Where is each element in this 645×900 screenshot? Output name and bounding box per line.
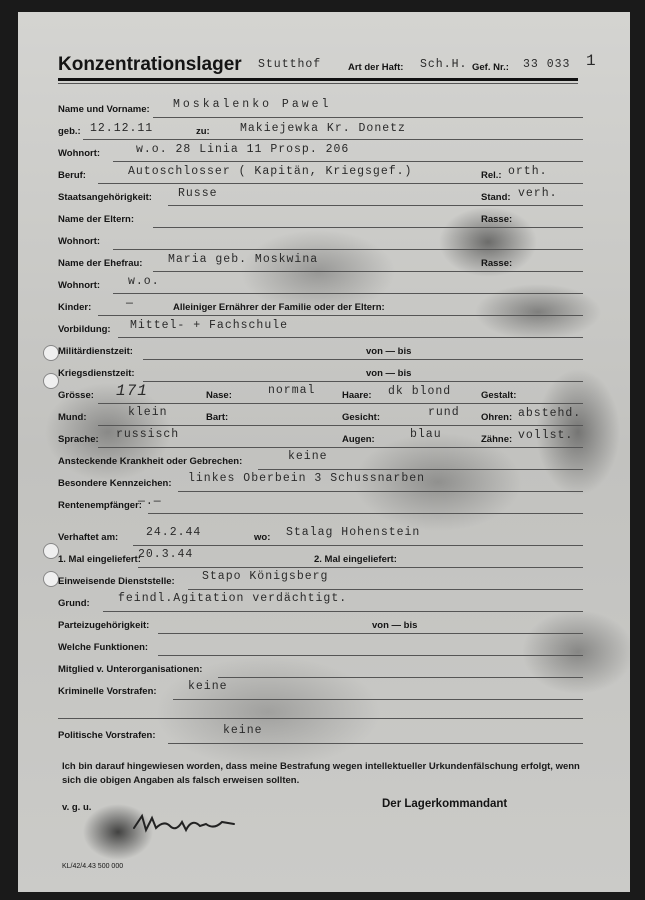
line [58,718,583,719]
wohnort-label: Wohnort: [58,148,101,159]
wo-value: Stalag Hohenstein [286,526,421,539]
sprache-value: russisch [116,428,180,441]
ehefrau-label: Name der Ehefrau: [58,258,143,269]
von-bis-3: von — bis [372,620,418,631]
vorbildung-value: Mittel- + Fachschule [130,319,289,332]
record-card [18,12,630,892]
gesicht-value: rund [428,406,460,419]
sprache-label: Sprache: [58,434,99,445]
name-value: Moskalenko Pawel [173,98,332,111]
header-rule [58,78,578,81]
kommandant-label: Der Lagerkommandant [382,798,508,810]
mal1-value: 20.3.44 [138,548,194,561]
stand-label: Stand: [481,192,511,203]
verhaftet-value: 24.2.44 [146,526,202,539]
kinder-label: Kinder: [58,302,92,313]
line [153,271,583,272]
groesse-value: 171 [116,382,148,400]
militaer-label: Militärdienstzeit: [58,346,133,357]
stand-value: verh. [518,187,558,200]
krankheit-value: keine [288,450,328,463]
funktionen-label: Welche Funktionen: [58,642,149,653]
zaehne-label: Zähne: [481,434,513,445]
staat-value: Russe [178,187,218,200]
mal2-label: 2. Mal eingeliefert: [314,554,397,565]
mitglied-label: Mitglied v. Unterorganisationen: [58,664,203,675]
line [143,359,583,360]
ehefrau-value: Maria geb. Moskwina [168,253,319,266]
camp-name: Stutthof [258,58,322,71]
rente-value: —.— [138,495,162,508]
grund-label: Grund: [58,598,90,609]
beruf-value: Autoschlosser ( Kapitän, Kriegsgef.) [128,165,413,178]
vgu-label: v. g. u. [62,802,92,813]
von-bis-2: von — bis [366,368,412,379]
dienststelle-value: Stapo Königsberg [202,570,329,583]
wohnort3-label: Wohnort: [58,280,101,291]
kennzeichen-value: linkes Oberbein 3 Schussnarben [188,472,426,485]
mund-label: Mund: [58,412,87,423]
grund-value: feindl.Agitation verdächtigt. [118,592,348,605]
staat-label: Staatsangehörigkeit: [58,192,152,203]
krankheit-label: Ansteckende Krankheit oder Gebrechen: [58,456,243,467]
line [98,183,583,184]
punch-hole [43,543,59,559]
ernaehrer-label: Alleiniger Ernährer der Familie oder der Eltern: [173,302,385,313]
gef-value: 33 033 [523,58,571,71]
line [118,337,583,338]
mal1-label: 1. Mal eingeliefert: [58,554,141,565]
line [98,447,583,448]
nase-label: Nase: [206,390,232,401]
wohnort2-label: Wohnort: [58,236,101,247]
declaration-note: Ich bin darauf hingewiesen worden, dass meine Bestrafung wegen intellektueller Urkundenfälschung erfolgt, wenn sich die obigen Angaben als falsch erweisen sollten. [62,761,580,786]
line [153,227,583,228]
groesse-label: Grösse: [58,390,94,401]
nase-value: normal [268,384,316,397]
punch-hole [43,571,59,587]
zu-value: Makiejewka Kr. Donetz [240,122,406,135]
ohren-value: abstehd. [518,407,582,420]
line [158,655,583,656]
dienststelle-label: Einweisende Dienststelle: [58,576,175,587]
header-rule-thin [58,83,578,84]
line [98,315,583,316]
form-title: Konzentrationslager [58,54,242,75]
verhaftet-label: Verhaftet am: [58,532,119,543]
wo-label: wo: [254,532,271,543]
line [178,491,583,492]
augen-value: blau [410,428,442,441]
line [143,381,583,382]
line [148,513,583,514]
rel-value: orth. [508,165,548,178]
bart-label: Bart: [206,412,229,423]
line [98,425,583,426]
geb-value: 12.12.11 [90,122,154,135]
zu-label: zu: [196,126,210,137]
politisch-label: Politische Vorstrafen: [58,730,156,741]
kennzeichen-label: Besondere Kennzeichen: [58,478,172,489]
line [98,403,583,404]
line [138,567,583,568]
kriminell-value: keine [188,680,228,693]
line [218,677,583,678]
line [103,611,583,612]
haare-value: dk blond [388,385,452,398]
line [188,589,583,590]
line [173,699,583,700]
punch-hole [43,373,59,389]
line [258,469,583,470]
corner-mark: 1 [586,52,597,70]
rasse2-label: Rasse: [481,258,513,269]
wohnort3-value: w.o. [128,275,160,288]
name-label: Name und Vorname: [58,104,150,115]
ohren-label: Ohren: [481,412,513,423]
line [133,545,583,546]
augen-label: Augen: [342,434,375,445]
line [113,293,583,294]
rel-label: Rel.: [481,170,502,181]
line [168,743,583,744]
zaehne-value: vollst. [518,429,574,442]
line [168,205,583,206]
gef-label: Gef. Nr.: [472,62,509,73]
eltern-label: Name der Eltern: [58,214,135,225]
wohnort-value: w.o. 28 Linia 11 Prosp. 206 [136,143,350,156]
line [158,633,583,634]
rente-label: Rentenempfänger: [58,500,142,511]
geb-label: geb.: [58,126,81,137]
mund-value: klein [128,406,168,419]
art-label: Art der Haft: [348,62,404,73]
rasse-label: Rasse: [481,214,513,225]
line [113,249,583,250]
kriminell-label: Kriminelle Vorstrafen: [58,686,157,697]
art-value: Sch.H. [420,58,468,71]
vorbildung-label: Vorbildung: [58,324,111,335]
line [83,139,583,140]
signature [130,810,240,838]
line [113,161,583,162]
beruf-label: Beruf: [58,170,86,181]
von-bis-1: von — bis [366,346,412,357]
haare-label: Haare: [342,390,372,401]
gestalt-label: Gestalt: [481,390,517,401]
kinder-value: — [126,297,134,310]
punch-hole [43,345,59,361]
form-code: KL/42/4.43 500 000 [62,863,124,870]
gesicht-label: Gesicht: [342,412,381,423]
line [153,117,583,118]
politisch-value: keine [223,724,263,737]
krieg-label: Kriegsdienstzeit: [58,368,135,379]
partei-label: Parteizugehörigkeit: [58,620,150,631]
